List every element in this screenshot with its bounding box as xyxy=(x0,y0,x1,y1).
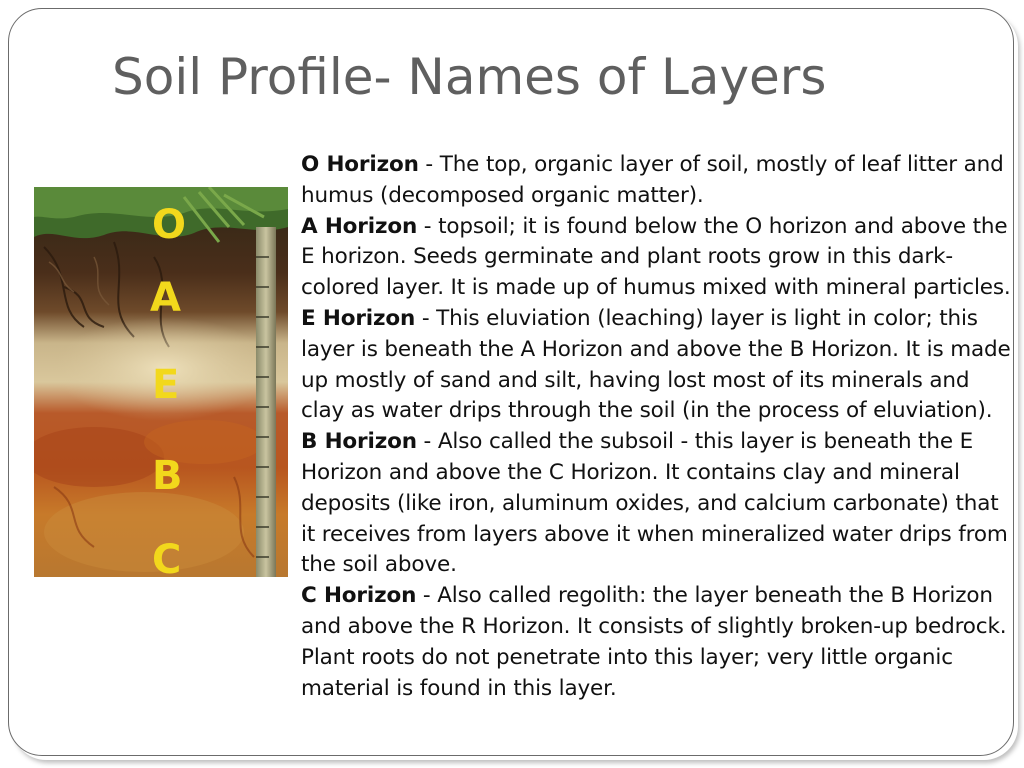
horizon-entry-c xyxy=(301,581,1017,704)
horizon-description: - topsoil; it is found below the O horizon and above the E horizon. Seeds germinate and plant roots grow in this dark-colored layer. It is made up of humus mixed with mineral particles. xyxy=(301,213,1011,301)
horizon-description: - The top, organic layer of soil, mostly of leaf litter and humus (decomposed organic matter). xyxy=(301,152,1004,208)
horizon-entry-b xyxy=(301,427,1017,581)
horizon-name: A Horizon xyxy=(301,213,418,239)
horizon-letter-a: A xyxy=(150,275,181,321)
horizon-description: - This eluviation (leaching) layer is light in color; this layer is beneath the A Horizon and above the B Horizon. It is made up mostly of sand and silt, having lost most of its minerals and clay as water drips through the soil (in the process of eluviation). xyxy=(301,305,1011,424)
horizon-description: - Also called the subsoil - this layer is beneath the E Horizon and above the C Horizon. It contains clay and mineral deposits (like iron, aluminum oxides, and calcium carbonate) that it receives from layers above it when mineralized water drips from the soil above. xyxy=(301,429,1008,578)
horizon-letter-o: O xyxy=(152,202,187,248)
horizon-name: B Horizon xyxy=(301,429,417,455)
horizon-name: E Horizon xyxy=(301,305,416,331)
soil-profile-photo xyxy=(34,187,288,577)
horizon-entry-o xyxy=(301,150,1017,212)
horizon-entry-a xyxy=(301,212,1017,304)
horizon-letter-c: C xyxy=(152,537,182,577)
horizon-name: C Horizon xyxy=(301,583,417,609)
horizon-letter-e: E xyxy=(152,362,180,408)
horizon-descriptions xyxy=(301,150,1017,704)
slide-title: Soil Profile- Names of Layers xyxy=(112,48,827,106)
horizon-description: - Also called regolith: the layer beneath the B Horizon and above the R Horizon. It consists of slightly broken-up bedrock. Plant roots do not penetrate into this layer; very little organic material is found in this layer. xyxy=(301,583,1007,701)
horizon-name: O Horizon xyxy=(301,152,419,177)
horizon-letter-b: B xyxy=(152,453,183,499)
horizon-entry-e xyxy=(301,304,1017,427)
